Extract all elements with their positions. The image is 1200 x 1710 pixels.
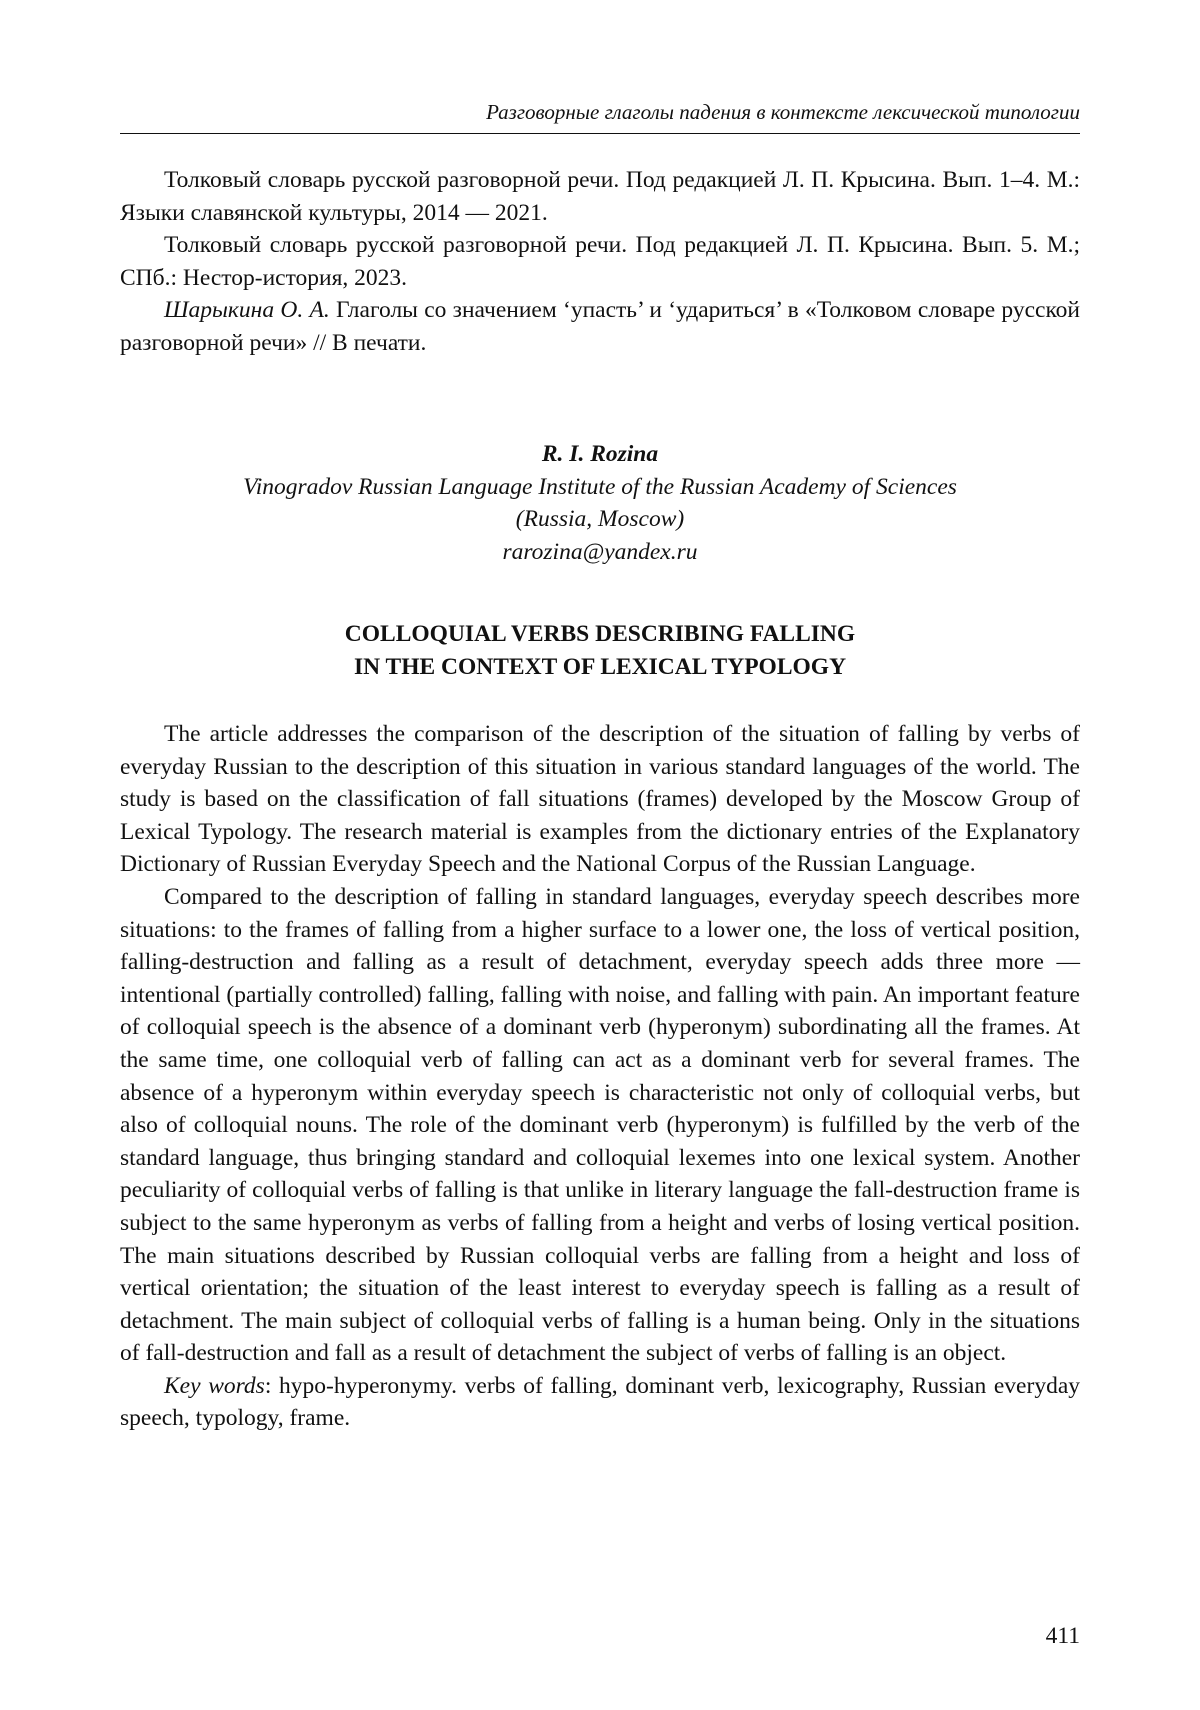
reference-text: Толковый словарь русской разговорной речи. Под редакцией Л. П. Крысина. Вып. 1–4. М.: Языки славянской культуры, 2014 — 2021. bbox=[120, 167, 1080, 226]
running-header: Разговорные глаголы падения в контексте лексической типологии bbox=[486, 100, 1080, 124]
author-name: R. I. Rozina bbox=[541, 441, 659, 467]
author-email: rarozina@yandex.ru bbox=[502, 538, 698, 565]
reference-text: Глаголы со значением ‘упасть’ и ‘удариться’ в «Толковом словаре русской разговорной речи» // В печати. bbox=[120, 297, 1080, 356]
reference-item bbox=[120, 294, 1080, 359]
article-title-line: COLLOQUIAL VERBS DESCRIBING FALLING bbox=[344, 621, 856, 647]
abstract-paragraph: The article addresses the comparison of the description of the situation of falling by verbs of everyday Russian to the description of this situation in various standard languages of the world. The study is based on the classification of fall situations (frames) developed by the Moscow Group of Lexical Typology. The research material is examples from the dictionary entries of the Explanatory Dictionary of Russian Everyday Speech and the National Corpus of the Russian Language. bbox=[120, 721, 1080, 878]
author-location: (Russia, Moscow) bbox=[515, 506, 685, 532]
header-rule bbox=[120, 133, 1080, 134]
reference-author: Шарыкина О. А. bbox=[164, 297, 330, 323]
article-title-line: IN THE CONTEXT OF LEXICAL TYPOLOGY bbox=[353, 653, 847, 680]
keywords-label: Key words bbox=[164, 1372, 265, 1399]
abstract-paragraph: Compared to the description of falling in standard languages, everyday speech describes more situations: to the frames of falling from a higher surface to a lower one, the loss of vertical position, falling-destruction and falling as a result of detachment, everyday speech adds three more — intentional (partially controlled) falling, falling with noise, and falling with pain. An important feature of colloquial speech is the absence of a dominant verb (hyperonym) subordinating all the frames. At the same time, one colloquial verb of falling can act as a dominant verb for several frames. The absence of a hyperonym within everyday speech is characteristic not only of colloquial verbs, but also of colloquial nouns. The role of the dominant verb (hyperonym) is fulfilled by the verb of the standard language, thus bringing standard and colloquial lexemes into one lexical system. Another peculiarity of colloquial verbs of falling is that unlike in literary language the fall-destruction frame is subject to the same hyperonym as verbs of falling from a height and verbs of losing vertical position. The main situations described by Russian colloquial verbs are falling from a height and loss of vertical orientation; the situation of the least interest to everyday speech is falling as a result of detachment. The main subject of colloquial verbs of falling is a human being. Only in the situations of fall-destruction and fall as a result of detachment the subject of verbs of falling is an object. bbox=[120, 883, 1080, 1367]
reference-text: Толковый словарь русской разговорной речи. Под редакцией Л. П. Крысина. Вып. 5. М.; СПб.: Нестор-история, 2023. bbox=[120, 232, 1080, 291]
author-affiliation: Vinogradov Russian Language Institute of the Russian Academy of Sciences bbox=[243, 473, 957, 500]
page-number: 411 bbox=[1045, 1623, 1080, 1649]
article-title bbox=[120, 618, 1080, 683]
author-byline bbox=[120, 438, 1080, 568]
keywords-text: : hypo-hyperonymy. verbs of falling, dominant verb, lexicography, Russian everyday speech, typology, frame. bbox=[120, 1372, 1080, 1432]
abstract bbox=[120, 718, 1080, 1435]
reference-item bbox=[120, 229, 1080, 294]
keywords bbox=[120, 1370, 1080, 1435]
reference-item bbox=[120, 164, 1080, 229]
reference-list bbox=[120, 164, 1080, 359]
